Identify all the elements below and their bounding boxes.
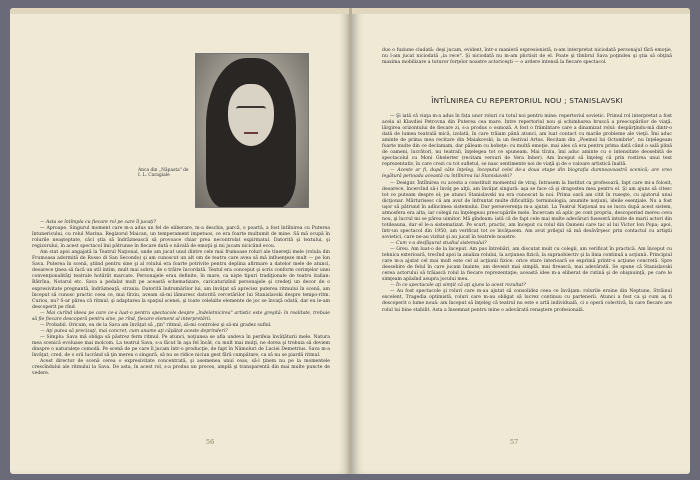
photo-eyes	[236, 106, 266, 112]
paragraph: — Desigur. Întîlnirea cu acesta a constituit momentul de viraj. Intrasem la Institut ca profesoară, fapt care mi-a folosit, deoarece, încercînd să-i învăţ pe alţii, am învăţat singură: aşa se face că şi dragostea mea pentru el. Şi am ajuns să citesc tot ce puteam despre el; pe atunci Stanislavski nu era cunoscut la noi. Prima oară am citit în ruseşte, cu ajutorul unui dicţionar. Mărturisesc că am avut de înfruntat multe dificultăţi: terminologia, anumite noţiuni, ideile esenţiale. Nu a fost uşor să pătrund în adîncimea sistemului. Dar perseverenţa m-a ajutat. La Teatrul Naţional nu se lucra după acest sistem, atmosfera era alta, iar colegii nu înţelegeau preocupările mele. Încercam să aplic pe cont propriu, descoperind mereu ceva nou, şi lucrul mi se părea uimitor. Mă gîndeam: iată că de fapt cele mai multe adevăruri fuseseră intuite de marii actori din totdeauna, dar el le-a sistematizat. Pe scurt, practic, am început cu rolul din Oameni care tac al lui Victor Ion Popa; apoi, într-un spectacol din 1950, am verificat tot ce învăţasem. Am avut prilejul să mă desăvîrşesc prin contactul cu artiştii sovietici, care ne-au vizitat şi au jucat în teatrele noastre.	[382, 180, 672, 240]
paragraph: Am stat apoi angajată la Teatrul Naţional, unde am jucat unul dintre cele mai frumoase roluri ale tinereţii mele (rolula din Frumoasa adormită de Rosso di San Secondo) şi am cunoscut un alt om de teatru care avea să mă influenţeze mult — pe Ion Sava. Puterea în scenă, ştiind pentru sine şi al rolului era foarte potrivite pentru deplina afirmare a datelor mele de atunci, deoarece ţinea să facă un stil intim, mult mai sobru, de o trăire încordată. Textul era conceput şi scris conform cerinţelor unei convenţionalităţi teatrale hotărât marcate. Personajele erau definite, în mare, ca nişte tipuri tradiţionale de teatru italian: Bătrîna, Notarul etc. Sava a pedalat mult pe această schematizare, caricaturizînd personajele şi credeţi un decor de o expresivitate pregnantă, îndrăzneaţă, strania. Datorită îndrumărilor lui, am învăţat să apreciez puterea ritmului în scenă, am început să cunosc practic ceea ce, mai tîrziu, aveam să-mi lămuresc datorită cercetărilor lui Stanislavski despre tempo-ritm. Curios, nu? S-ar părea că ritmul, şi adaptarea la spaţiul scenei, şi toate celelalte elemente de joc se învaţă odată, dar eu le-am descoperit pe rînd.	[32, 250, 330, 310]
right-page-text	[382, 114, 672, 314]
page-edge	[10, 8, 350, 14]
paragraph: — Greu. Am luat-o de la început. Am pus întrebări, am discutat mult cu colegii, am verificat în practică. Am început cu tehnica exterioară, trecînd apoi la analiza rolului, la acţiunea fizică, la supraobiectiv şi la linia continuă a acţiunii. Principiul care m-a ajutat cel mai mult este cel al acţiunii fizice: orice stare interioară se exprimă printr-o acţiune concretă. Spre deosebire de felul în care jucam înainte, am devenit mai simplă, mai firească, mai adevărată. Se spune că Stanislavski cerea actorului să trăiască rolul la fiecare reprezentaţie; această idee m-a eliberat de rutină şi de obişnuinţă, pe care le simţeam apăsînd asupra jocului meu.	[382, 247, 672, 283]
paragraph: — Aceste ar fi, după câte înţeleg, începutul celei de-a doua etape din biografia dumneavoastră scenică; are vreo legătură perioada această cu întîlnirea lui Stanislavski?	[382, 168, 672, 180]
right-page-intro	[382, 48, 672, 66]
photo-mouth	[244, 132, 258, 134]
left-page-text	[32, 220, 330, 377]
photo-face	[228, 84, 274, 146]
right-page	[352, 8, 690, 474]
paragraph: — Simplu: Sava mă obliga să păstrez ferm ritmul. Pe atunci, noţiunea se afla undeva în perifeia învățăturii mele. Natura mea scenică evoluase mai molcom. La teatrul Sava, s-a făcut în aşa fel încât, cu mult mai mulţi, ne dorea şi trebuia să deviem dinspre o naturaleţe comodă. Pe scenă de pe care îl jucam într-o producţie, de fapt în Nămoluri de Luciei Demetrius. Sava m-a învăţat, cred, de o oră lucrând să ţin mereu o singură, să nu se ridice niciun gest fără cumpătare, ca să nu se piardă ritmul.	[32, 334, 330, 359]
paragraph: — Probabil. Oricum, eu de la Sava am învăţat să „ţin" ritmul, să-mi controlez şi să-mi gradez suflul.	[40, 322, 272, 328]
page-number: 57	[510, 438, 519, 446]
left-page	[10, 8, 350, 474]
paragraph: — Aproape. Singurul moment care m-a adus un fel de eliberare, m-a deschis, parcă, o poartă, a fost întîlnirea cu Puterea întunericului, cu rolul Marina. Regizorul Maican, un temperament impetuos, ce era foarte mulțumit de mine. Să mă ocupă în rolurile neaşteptate, căci ştia să îndrăznească să provoace chiar prea necontrolat expirmatul. Datorită şi textului, şi regizorului, în acest spectacol îmi pătrunse în fiecare dată o năvală de emoţii şi mi jucam nicicând ecou.	[32, 226, 330, 250]
paragraph: — Au fost spectacole şi roluri care m-au ajutat să consolidez ceea ce învăţam: rolurile eroine din Neptune, Străinul excelent, Tragedia optimistă, roluri care m-au obligat să lucrez continuu cu partenerii. Atunci a fost ca şi cum aş fi descoperit o lume nouă: am început să înţeleg că teatrul nu este o artă individuală, ci o operă colectivă, în care fiecare are rolul lui bine stabilit. Asta a însemnat pentru mine o adevărată renaştere profesională.	[382, 289, 672, 313]
paragraph: — În ce spectacole aţi simţit că aţi ajuns la acest rezultat?	[390, 283, 526, 289]
paragraph: duo o fuziune ciudată: deşi jucam, evident, într-o manieră expresionistă, n-am interpretat niciodată personajul fără emoţie, nu l-am jucat niciodată „la rece". Şi niciodată nu m-am plictisit de el. Poate şi tîmbrul Sava poţindeu şi ştia să obţină maxima mobilizare a tuturor forţelor noastre actoriceşti — o ardere intensă la fiecare spectacol.	[382, 48, 672, 66]
paragraph: — Cum v-a desfăşurat studiul sistemului?	[390, 240, 487, 246]
paragraph: — Asta se întîmpla cu fiecare rol pe care îl jucați?	[40, 220, 157, 225]
portrait-photo	[195, 53, 309, 208]
photo-caption: Anca din „Năpasta" de I. L. Caragiale	[138, 168, 189, 179]
section-heading: ÎNTÎLNIREA CU REPERTORIUL NOU ; STANISLAVSKI	[431, 96, 623, 105]
paragraph: — Aţi putea să precizaţi, mai concret, cum anume aţi căpătat aceste deprinderi?	[40, 328, 228, 334]
paragraph: — Şi iată că viaţa m-a adus în fața unor roluri cu totul noi pentru mine: repertoriul sovietic. Primul rol interpretat a fost acela al Klavdiei Petrovna din Puterea cea mare. Intre repertoriul nou şi schimbarea bruscă a preocupărilor de viaţă, lărgirea orizontului de fiecare zi, s-a produs o osmoză. A fost o frămîntare care a dinamizat rolul: despărţindu-mă dintr-o dată de lumea teatrală mică, izolată, în care trăiam până atunci, am luat contact cu marile probleme ale vieţii. Îmi aduc aminte de prima mea recitare din Maiakovski, la un festival Artus. Recitam din „Poemul lui Octombrie", nu înţelegeam foarte multe din ce declamam, dar păleam cu bobeţe: cu multă emoţie, mai ales că era pentru prima dată când o sală plină de oameni, lucrători, nu teatrali, înţelegea tot ce spuneam. Mai tîrziu, îmi aduc aminte cu o intensitate deosebită de spectacolul cu Moni Ghelerter (recitam versuri de Vera Inber). Am început să înţeleg că prin rostirea unui text reprezentativ, în care crezi cu tot sufletul, se nasc sentimente noi de viaţă şi de o valoare artistică înaltă.	[382, 114, 672, 168]
page-number: 56	[206, 438, 215, 446]
page-edge	[352, 8, 690, 14]
paragraph: Acest director de scenă cerea o expresivitate concentrată, şi asemenea unui ceas, să-l ţinem nu pe la momentele crescîndului ale ritmului la Sava. De asta, în acest rol, s-a produs un proces, amplă şi transparentă din mai multe puncte de vedere.	[32, 359, 330, 377]
paragraph: — Mai curînd ideea pe care ce-a luat-o pentru spectacole despre „îndeletnicirea" artistic este greşită: în realitate, trebuie să fie fiecare descoperă pentru sine, pe rînd, fiecare element al interpretării.	[32, 310, 330, 322]
